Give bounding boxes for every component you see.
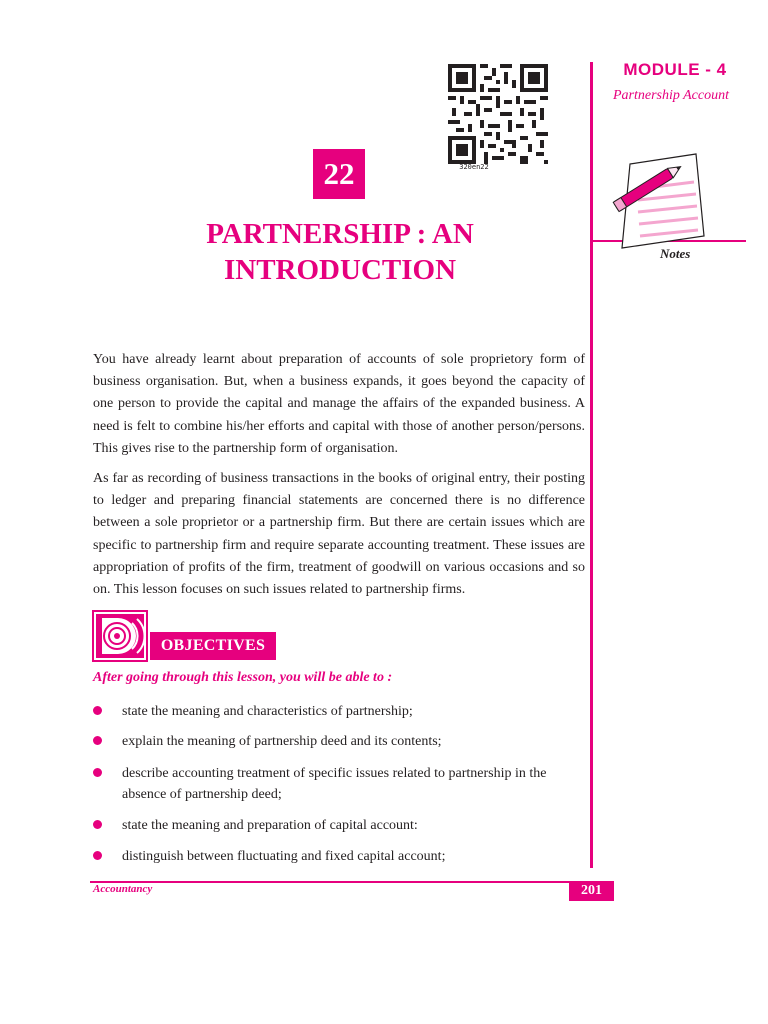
chapter-title-line-1: PARTNERSHIP : AN	[206, 218, 474, 250]
objective-item	[93, 846, 585, 867]
objectives-label: OBJECTIVES	[150, 632, 276, 660]
target-icon	[92, 610, 148, 662]
page-number: 201	[569, 881, 614, 901]
qr-code	[448, 64, 548, 164]
module-label: MODULE - 4	[623, 60, 727, 79]
objective-item	[93, 763, 585, 805]
chapter-title	[150, 216, 530, 288]
pen-on-paper-icon	[608, 150, 712, 250]
notes-label: Notes	[660, 246, 691, 261]
objectives-intro: After going through this lesson, you will be able to :	[93, 670, 393, 685]
bullet-icon	[93, 736, 102, 745]
objective-text: state the meaning and preparation of capital account:	[122, 818, 418, 833]
module-subtitle: Partnership Account	[612, 88, 729, 103]
body-paragraph: As far as recording of business transactions in the books of original entry, their posting to ledger and preparing financial statements are concerned there is no difference between a sole proprietor or a partnership firm. But there are certain issues which are specific to partnership firm and require separate accounting treatment. These issues are appropriation of profits of the firm, treatment of goodwill on various occasions and so on. This lesson focuses on such issues related to partnership firms.	[93, 471, 585, 598]
chapter-number: 22	[313, 149, 365, 199]
objective-text: distinguish between fluctuating and fixed capital account;	[122, 849, 446, 864]
objective-item	[93, 815, 585, 836]
margin-rule	[590, 62, 593, 868]
qr-caption: 320en22	[459, 163, 489, 171]
objective-text: state the meaning and characteristics of partnership;	[122, 704, 413, 719]
objective-item	[93, 731, 585, 752]
footer-rule	[90, 881, 614, 883]
objective-item	[93, 701, 585, 722]
objective-text: explain the meaning of partnership deed and its contents;	[122, 734, 442, 749]
chapter-title-line-2: INTRODUCTION	[223, 254, 457, 286]
objective-text: describe accounting treatment of specific issues related to partnership in the absence of partnership deed;	[122, 766, 547, 802]
intro-paragraph: You have already learnt about preparation of accounts of sole proprietory form of business organisation. But, when a business expands, it goes beyond the capacity of one person to provide the capital and manage the affairs of the expanded business. A need is felt to combine his/her efforts and capital with those of another person/persons. This gives rise to the partnership form of organisation.	[93, 352, 585, 456]
footer-book-title: Accountancy	[93, 883, 153, 895]
bullet-icon	[93, 820, 102, 829]
bullet-icon	[93, 706, 102, 715]
bullet-icon	[93, 768, 102, 777]
bullet-icon	[93, 851, 102, 860]
